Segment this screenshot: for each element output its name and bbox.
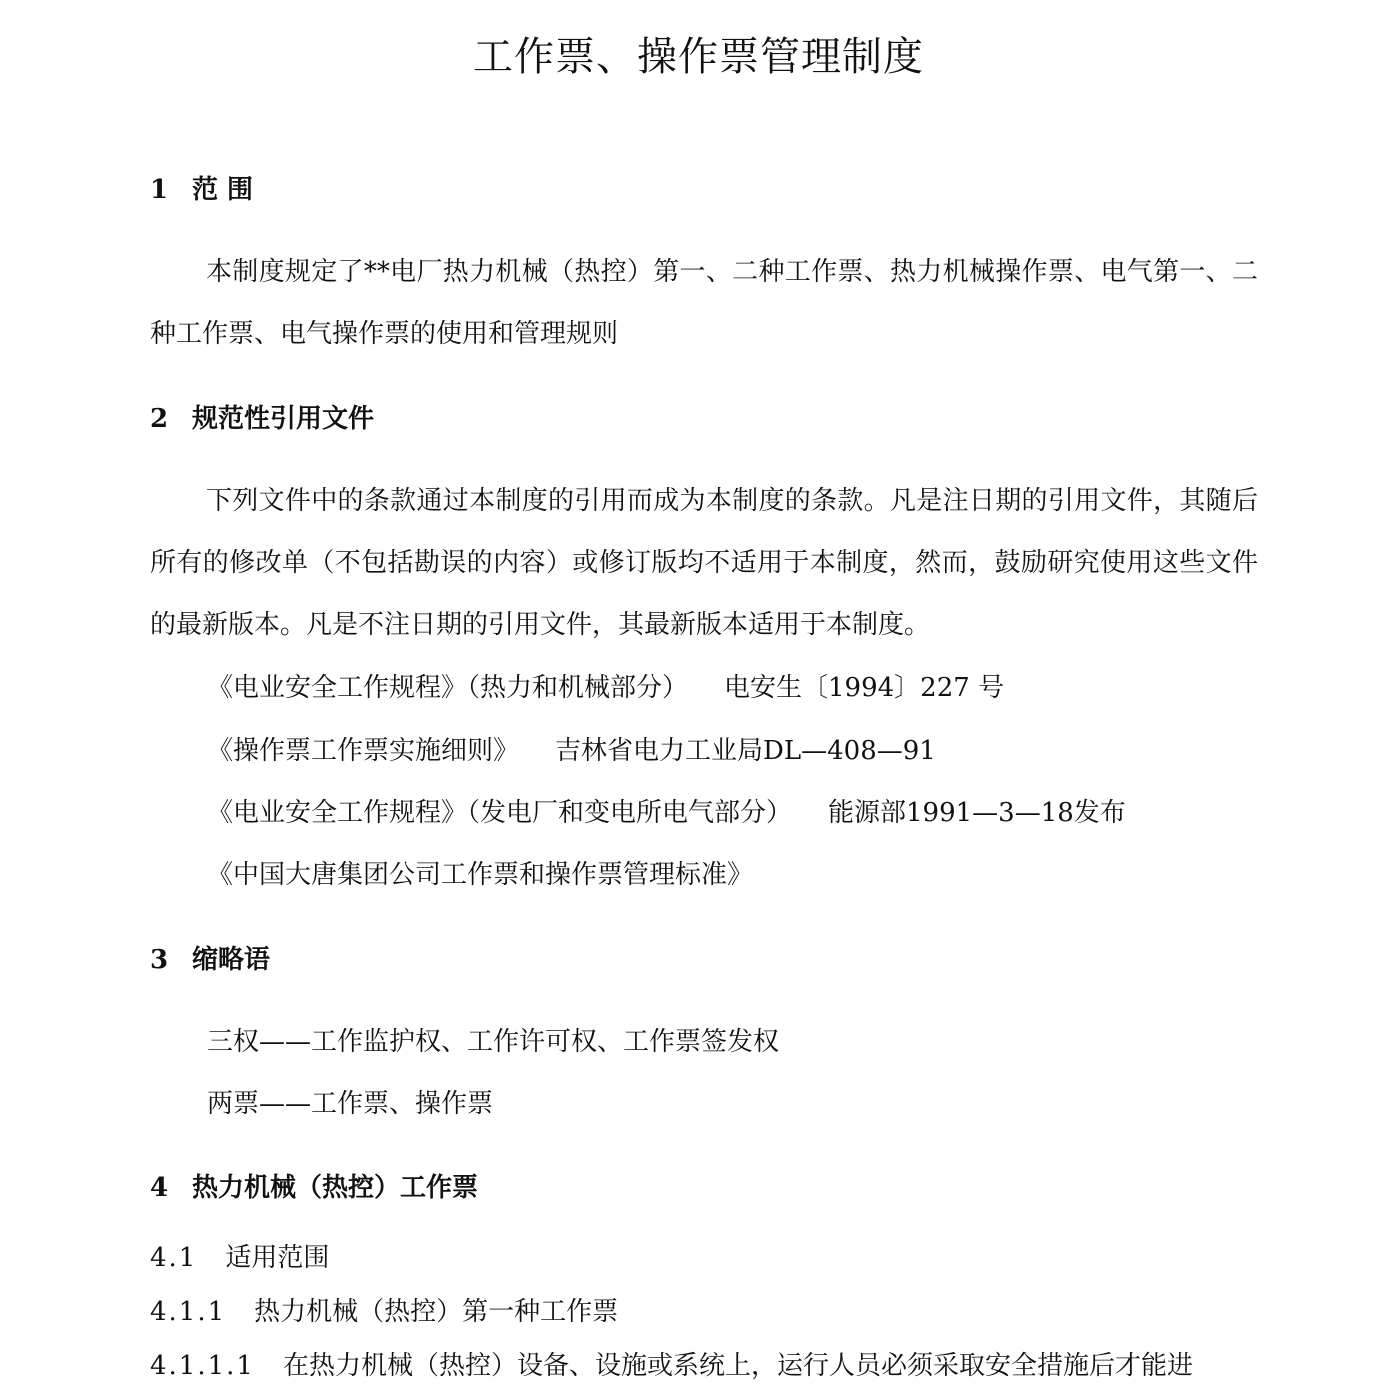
abbreviation-item: 三权——工作监护权、工作许可权、工作票签发权 [207, 1027, 780, 1057]
section-number: 3 [150, 945, 169, 975]
section-title: 热力机械（热控）工作票 [192, 1173, 479, 1203]
subsection-line [150, 1346, 1193, 1386]
reference-name: 《操作票工作票实施细则》 [207, 736, 520, 766]
section-number: 4 [150, 1173, 169, 1203]
subsection-number: 4.1.1.1 [150, 1351, 255, 1381]
reference-name: 《中国大唐集团公司工作票和操作票管理标准》 [207, 860, 754, 890]
section-heading-2 [150, 399, 374, 439]
reference-name: 《电业安全工作规程》（热力和机械部分） [207, 673, 689, 703]
section-title: 缩略语 [192, 945, 271, 975]
section-title: 规范性引用文件 [192, 404, 375, 434]
subsection-text: 适用范围 [225, 1243, 330, 1273]
subsection-line [150, 1292, 618, 1332]
abbreviation-item: 两票——工作票、操作票 [207, 1089, 494, 1119]
subsection-number: 4.1.1 [150, 1297, 227, 1327]
reference-name: 《电业安全工作规程》（发电厂和变电所电气部分） [207, 798, 793, 828]
section-heading-4 [150, 1168, 478, 1208]
reference-source: 电安生〔1994〕227 号 [724, 673, 1005, 703]
subsection-text: 在热力机械（热控）设备、设施或系统上，运行人员必须采取安全措施后才能进 [282, 1351, 1193, 1381]
scope-paragraph: 本制度规定了**电厂热力机械（热控）第一、二种工作票、热力机械操作票、电气第一、二种工作票、电气操作票的使用和管理规则 [150, 257, 1258, 349]
reference-item [207, 731, 936, 771]
section-number: 2 [150, 404, 169, 434]
section-heading-3 [150, 940, 270, 980]
reference-item [207, 668, 1004, 708]
reference-source: 能源部1991—3—18发布 [828, 798, 1126, 828]
section-number: 1 [150, 175, 169, 205]
reference-source: 吉林省电力工业局DL—408—91 [555, 736, 936, 766]
subsection-number: 4.1 [150, 1243, 198, 1273]
reference-item [207, 793, 1126, 833]
document-title: 工作票、操作票管理制度 [473, 34, 924, 80]
subsection-line [150, 1238, 329, 1278]
references-intro-paragraph: 下列文件中的条款通过本制度的引用而成为本制度的条款。凡是注日期的引用文件，其随后所有的修改单（不包括勘误的内容）或修订版均不适用于本制度，然而，鼓励研究使用这些文件的最新版本。凡是不注日期的引用文件，其最新版本适用于本制度。 [150, 486, 1258, 640]
section-title: 范 围 [192, 175, 254, 205]
section-heading-1 [150, 170, 253, 210]
reference-item [207, 855, 753, 895]
subsection-text: 热力机械（热控）第一种工作票 [254, 1297, 619, 1327]
